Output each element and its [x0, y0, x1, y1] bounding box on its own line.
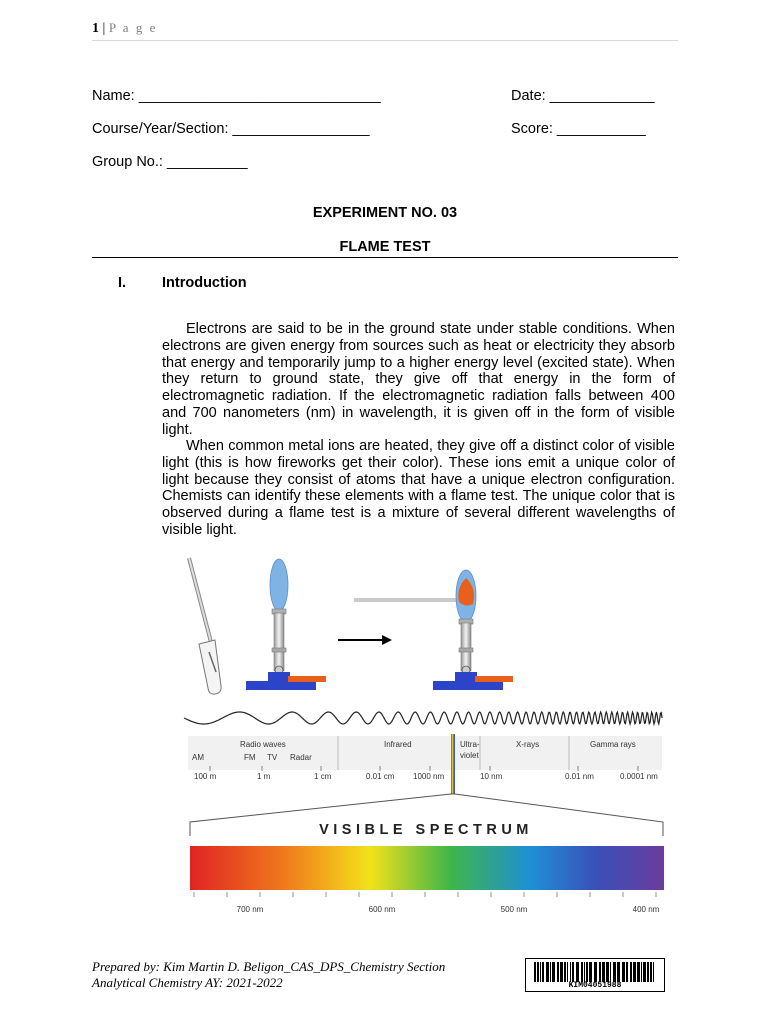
intro-paragraph-1: Electrons are said to be in the ground state under stable conditions. When electrons are given energy from sources such as heat or electricity they absorb that energy and temporarily jump to a higher energy level (excited state). When they return to ground state, they give off that energy in the form of electromagnetic radiation. If the electromagnetic radiation falls between 400 and 700 nanometers (nm) in wavelength, it is given off in the form of visible light. — [162, 321, 675, 438]
barcode-text: KIM04051988 — [568, 981, 622, 990]
barcode-bar — [647, 962, 649, 982]
barcode-bar — [589, 962, 592, 982]
vis-500nm: 500 nm — [500, 905, 528, 914]
barcode-bar — [557, 962, 559, 982]
radio-radar: Radar — [290, 753, 312, 762]
footer-prepared-by: Prepared by: Kim Martin D. Beligon_CAS_DPS_Chemistry Section — [92, 959, 446, 974]
barcode-bar — [584, 962, 585, 982]
name-field[interactable]: Name: ______________________________ — [92, 88, 381, 104]
barcode-bar — [560, 962, 563, 982]
scale-10nm: 10 nm — [480, 772, 503, 781]
barcode-bar — [602, 962, 605, 982]
region-xray: X-rays — [516, 740, 540, 749]
test-tube-icon — [189, 558, 221, 694]
barcode-bar — [586, 962, 588, 982]
radio-fm: FM — [244, 753, 256, 762]
visible-spectrum-band — [190, 846, 664, 890]
barcode-bar — [599, 962, 601, 982]
scale-001nm: 0.01 nm — [565, 772, 594, 781]
barcode-bar — [576, 962, 579, 982]
barcode-bar — [630, 962, 632, 982]
barcode-bar — [637, 962, 640, 982]
flame-test-figure — [180, 556, 680, 921]
section-numeral: I. — [118, 275, 127, 291]
barcode-bar — [650, 962, 652, 982]
radio-tv: TV — [267, 753, 278, 762]
barcode-bar — [542, 962, 544, 982]
region-uv-1: Ultra- — [460, 740, 480, 749]
region-radio: Radio waves — [240, 740, 286, 749]
barcode-bar — [643, 962, 646, 982]
barcode-bar — [622, 962, 625, 982]
barcode-bar — [613, 962, 616, 982]
visible-spectrum-title: VISIBLE SPECTRUM — [319, 822, 533, 838]
barcode-bar — [572, 962, 574, 982]
intro-paragraph-2: When common metal ions are heated, they give off a distinct color of visible light (this is how fireworks get their color). These ions emit a unique color of light because they consist of atoms that have a unique electron configuration. Chemists can identify these elements with a flame test. The unique color that is observed during a flame test is a mixture of several different wavelengths of visible light. — [162, 438, 675, 538]
page-header — [92, 20, 157, 37]
section-title: Introduction — [162, 275, 247, 291]
radio-am: AM — [192, 753, 204, 762]
scale-1000nm: 1000 nm — [413, 772, 445, 781]
vis-700nm: 700 nm — [236, 905, 264, 914]
barcode-bar — [626, 962, 628, 982]
barcode-bar — [534, 962, 536, 982]
title-rule — [92, 257, 678, 258]
barcode-bar — [546, 962, 549, 982]
score-field[interactable]: Score: ___________ — [511, 121, 646, 137]
scale-00001nm: 0.0001 nm — [620, 772, 658, 781]
barcode-bar — [617, 962, 620, 982]
barcode-bar — [570, 962, 571, 982]
scale-001cm: 0.01 cm — [366, 772, 395, 781]
em-spectrum-bar — [188, 734, 662, 794]
barcode-bar — [606, 962, 609, 982]
barcode-bar — [610, 962, 611, 982]
barcode-bar — [653, 962, 654, 982]
barcode — [525, 958, 665, 992]
experiment-title: FLAME TEST — [339, 239, 431, 255]
group-field[interactable]: Group No.: __________ — [92, 154, 248, 170]
scale-100m: 100 m — [194, 772, 217, 781]
header-divider — [92, 40, 678, 41]
scale-1cm: 1 cm — [314, 772, 332, 781]
barcode-bar — [550, 962, 551, 982]
page-label: P a g e — [108, 20, 158, 35]
region-uv-2: violet — [460, 751, 479, 760]
barcode-bar — [641, 962, 642, 982]
barcode-bar — [594, 962, 597, 982]
vis-600nm: 600 nm — [368, 905, 396, 914]
page-separator: | — [99, 21, 109, 36]
footer — [92, 959, 445, 991]
barcode-bar — [567, 962, 568, 982]
barcode-bar — [581, 962, 583, 982]
barcode-bar — [540, 962, 541, 982]
vis-400nm: 400 nm — [632, 905, 660, 914]
region-gamma: Gamma rays — [590, 740, 636, 749]
date-field[interactable]: Date: _____________ — [511, 88, 655, 104]
footer-course: Analytical Chemistry AY: 2021-2022 — [92, 975, 283, 990]
page-number: 1 — [92, 21, 99, 36]
barcode-bar — [564, 962, 566, 982]
scale-1m: 1 m — [257, 772, 271, 781]
bunsen-burner-icon — [246, 559, 326, 690]
region-infrared: Infrared — [384, 740, 412, 749]
barcode-bar — [537, 962, 539, 982]
em-wave — [184, 712, 662, 724]
experiment-number: EXPERIMENT NO. 03 — [312, 205, 458, 221]
barcode-bar — [552, 962, 555, 982]
arrow-right-icon — [338, 635, 392, 645]
course-field[interactable]: Course/Year/Section: _________________ — [92, 121, 370, 137]
bunsen-burner-flame-test-icon — [433, 570, 513, 690]
barcode-bar — [633, 962, 636, 982]
